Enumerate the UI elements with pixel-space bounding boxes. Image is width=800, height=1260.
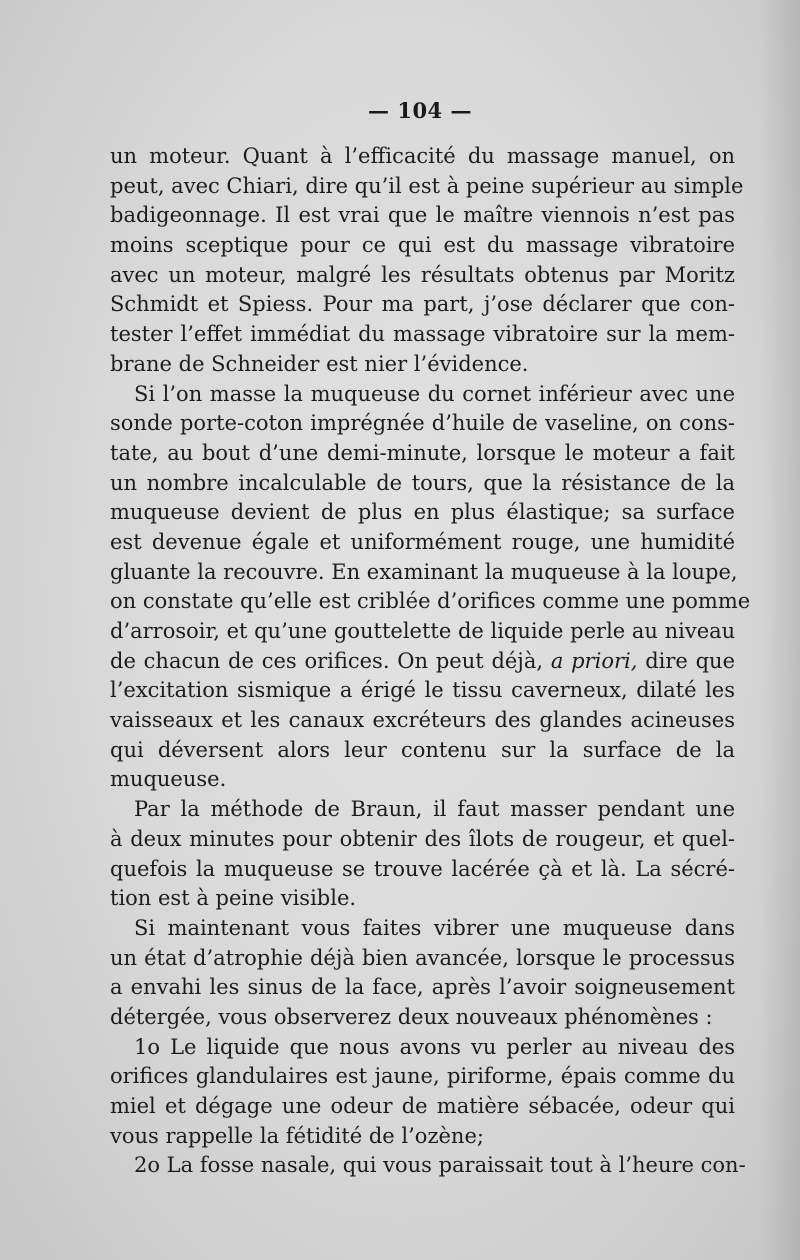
text-line: gluante la recouvre. En examinant la muqueuse à la loupe, xyxy=(110,559,738,584)
text-line: sonde porte-coton imprégnée d’huile de vaseline, on cons- xyxy=(110,411,735,436)
text-line: moins sceptique pour ce qui est du massage vibratoire xyxy=(110,233,735,258)
text-line: muqueuse devient de plus en plus élastique; sa surface xyxy=(110,500,735,525)
text-line: est devenue égale et uniformément rouge, une humidité xyxy=(110,529,735,554)
text-line: on constate qu’elle est criblée d’orifices comme une pomme xyxy=(110,589,751,614)
text-line: brane de Schneider est nier l’évidence. xyxy=(110,351,529,376)
text-line: un moteur. Quant à l’efficacité du massage manuel, on xyxy=(110,144,735,168)
text-line: tate, au bout d’une demi-minute, lorsque le moteur a fait xyxy=(110,440,735,465)
text-line: a envahi les sinus de la face, après l’avoir soigneusement xyxy=(110,975,735,1000)
text-line: peut, avec Chiari, dire qu’il est à peine supérieur au simple xyxy=(110,173,744,198)
text-segment: de chacun de ces orifices. On peut déjà, xyxy=(110,648,544,673)
text-line: 1o Le liquide que nous avons vu perler au niveau des xyxy=(134,1034,735,1059)
text-line: à deux minutes pour obtenir des îlots de rougeur, et quel- xyxy=(110,826,735,851)
text-line: quefois la muqueuse se trouve lacérée çà et là. La sécré- xyxy=(110,856,735,881)
text-line: Si maintenant vous faites vibrer une muqueuse dans xyxy=(134,915,735,940)
text-segment: dire que xyxy=(645,648,735,673)
text-line: avec un moteur, malgré les résultats obtenus par Moritz xyxy=(110,262,735,287)
text-line: d’arrosoir, et qu’une gouttelette de liquide perle au niveau xyxy=(110,619,736,643)
text-line: badigeonnage. Il est vrai que le maître viennois n’est pas xyxy=(110,203,735,228)
text-line: vous rappelle la fétidité de l’ozène; xyxy=(110,1123,484,1148)
text-line: qui déversent alors leur contenu sur la surface de la xyxy=(110,737,735,762)
text-line: l’excitation sismique a érigé le tissu caverneux, dilaté les xyxy=(110,678,735,703)
text-line: Si l’on masse la muqueuse du cornet inférieur avec une xyxy=(134,381,735,406)
text-line: muqueuse. xyxy=(110,767,227,792)
text-line: vaisseaux et les canaux excréteurs des glandes acineuses xyxy=(110,708,735,733)
text-line: miel et dégage une odeur de matière sébacée, odeur qui xyxy=(110,1094,735,1118)
page-number: — 104 — xyxy=(368,98,472,123)
text-line-with-italic xyxy=(110,647,735,677)
text-line: Schmidt et Spiess. Pour ma part, j’ose déclarer que con- xyxy=(110,292,735,317)
text-line: orifices glandulaires est jaune, piriforme, épais comme du xyxy=(110,1064,735,1089)
text-line: un état d’atrophie déjà bien avancée, lorsque le processus xyxy=(110,945,735,970)
text-line: un nombre incalculable de tours, que la résistance de la xyxy=(110,470,735,495)
body-text xyxy=(110,142,751,1181)
page-edge-shadow xyxy=(760,0,800,1260)
text-line: détergée, vous observerez deux nouveaux phénomènes : xyxy=(110,1004,713,1029)
text-line: tion est à peine visible. xyxy=(110,886,357,911)
text-line: tester l’effet immédiat du massage vibratoire sur la mem- xyxy=(110,322,735,347)
italic-phrase: a priori, xyxy=(550,648,638,673)
text-line: Par la méthode de Braun, il faut masser pendant une xyxy=(134,797,735,822)
text-line: 2o La fosse nasale, qui vous paraissait tout à l’heure con- xyxy=(134,1153,746,1178)
